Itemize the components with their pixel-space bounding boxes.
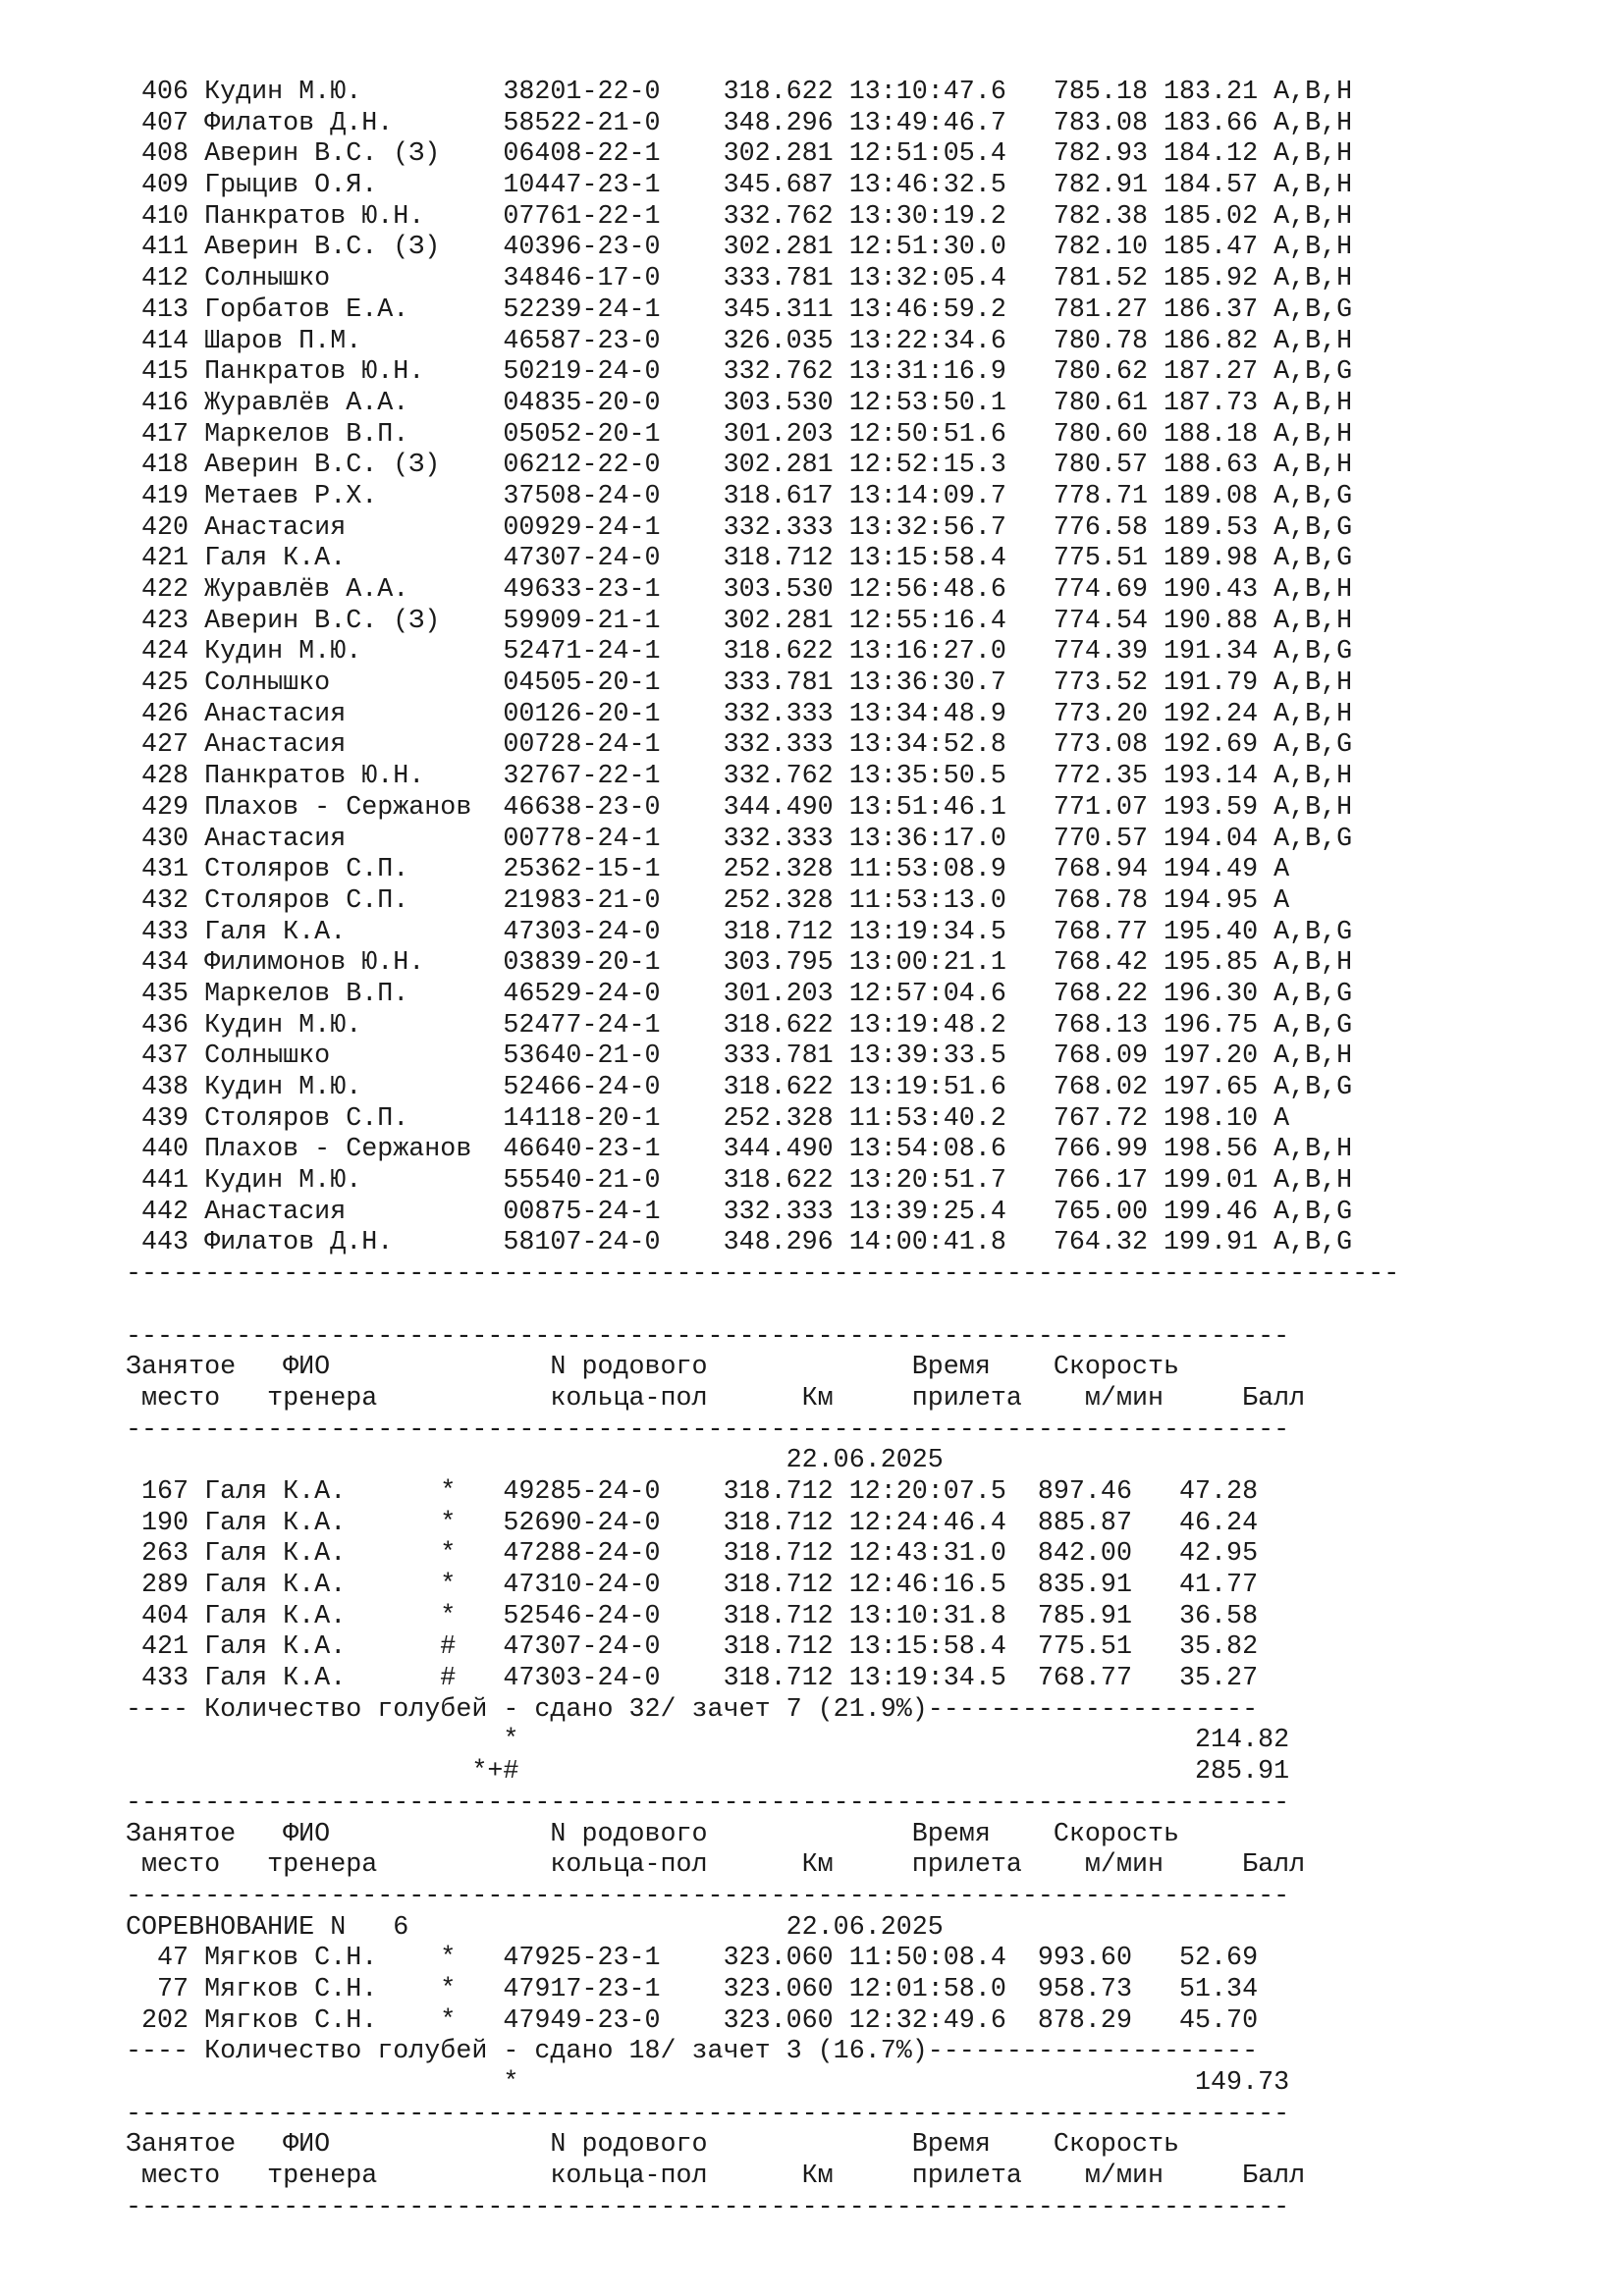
- section2-row: 77 Мягков С.Н. * 47917-23-1 323.060 12:01:58.0 958.73 51.34: [126, 1974, 1259, 2004]
- result-row: 414 Шаров П.М. 46587-23-0 326.035 13:22:34.6 780.78 186.82 A,B,H: [126, 326, 1353, 356]
- section1-row: 433 Галя К.А. # 47303-24-0 318.712 13:19:34.5 768.77 35.27: [126, 1664, 1259, 1694]
- result-row: 413 Горбатов Е.А. 52239-24-1 345.311 13:46:59.2 781.27 186.37 A,B,G: [126, 294, 1353, 325]
- result-row: 430 Анастасия 00778-24-1 332.333 13:36:17.0 770.57 194.04 A,B,G: [126, 824, 1353, 854]
- section1-total: * 214.82: [126, 1726, 1290, 1756]
- section2-header-line-2: место тренера кольца-пол Км прилета м/мин Балл: [126, 1850, 1306, 1881]
- result-row: 420 Анастасия 00929-24-1 332.333 13:32:56.7 776.58 189.53 A,B,G: [126, 512, 1353, 543]
- result-row: 427 Анастасия 00728-24-1 332.333 13:34:52.8 773.08 192.69 A,B,G: [126, 730, 1353, 761]
- section2-summary: ---- Количество голубей - сдано 18/ зачет 3 (16.7%)---------------------: [126, 2037, 1259, 2067]
- separator-line: --------------------------------------------------------------------------: [126, 1788, 1290, 1818]
- section1-row: 404 Галя К.А. * 52546-24-0 318.712 13:10:31.8 785.91 36.58: [126, 1601, 1259, 1631]
- section2-row: 47 Мягков С.Н. * 47925-23-1 323.060 11:50:08.4 993.60 52.69: [126, 1944, 1259, 1974]
- separator-line: --------------------------------------------------------------------------: [126, 2192, 1290, 2222]
- result-row: 437 Солнышко 53640-21-0 333.781 13:39:33.5 768.09 197.20 A,B,H: [126, 1041, 1353, 1072]
- section2-total: * 149.73: [126, 2068, 1290, 2098]
- separator-line: ---------------------------------------------------------------------------------: [126, 1259, 1400, 1290]
- result-row: 436 Кудин М.Ю. 52477-24-1 318.622 13:19:48.2 768.13 196.75 A,B,G: [126, 1010, 1353, 1041]
- section3-header-line-1: Занятое ФИО N родового Время Скорость: [126, 2130, 1180, 2161]
- section1-row: 263 Галя К.А. * 47288-24-0 318.712 12:43:31.0 842.00 42.95: [126, 1539, 1259, 1570]
- result-row: 429 Плахов - Сержанов 46638-23-0 344.490 13:51:46.1 771.07 193.59 A,B,H: [126, 792, 1353, 823]
- section1-row: 289 Галя К.А. * 47310-24-0 318.712 12:46:16.5 835.91 41.77: [126, 1571, 1259, 1600]
- result-row: 417 Маркелов В.П. 05052-20-1 301.203 12:50:51.6 780.60 188.18 A,B,H: [126, 419, 1353, 450]
- section1-row: 421 Галя К.А. # 47307-24-0 318.712 13:15:58.4 775.51 35.82: [126, 1632, 1259, 1663]
- result-row: 415 Панкратов Ю.Н. 50219-24-0 332.762 13:31:16.9 780.62 187.27 A,B,G: [126, 357, 1353, 388]
- result-row: 412 Солнышко 34846-17-0 333.781 13:32:05.4 781.52 185.92 A,B,H: [126, 264, 1353, 294]
- result-row: 421 Галя К.А. 47307-24-0 318.712 13:15:58.4 775.51 189.98 A,B,G: [126, 544, 1353, 574]
- result-row: 428 Панкратов Ю.Н. 32767-22-1 332.762 13:35:50.5 772.35 193.14 A,B,H: [126, 762, 1353, 792]
- section1-summary: ---- Количество голубей - сдано 32/ зачет 7 (21.9%)---------------------: [126, 1694, 1259, 1725]
- result-row: 442 Анастасия 00875-24-1 332.333 13:39:25.4 765.00 199.46 A,B,G: [126, 1197, 1353, 1227]
- section1-date: 22.06.2025: [126, 1446, 944, 1476]
- result-row: 418 Аверин В.С. (З) 06212-22-0 302.281 12:52:15.3 780.57 188.63 A,B,H: [126, 451, 1353, 481]
- result-row: 433 Галя К.А. 47303-24-0 318.712 13:19:34.5 768.77 195.40 A,B,G: [126, 917, 1353, 947]
- result-row: 439 Столяров С.П. 14118-20-1 252.328 11:53:40.2 767.72 198.10 A: [126, 1103, 1290, 1134]
- result-row: 423 Аверин В.С. (З) 59909-21-1 302.281 12:55:16.4 774.54 190.88 A,B,H: [126, 606, 1353, 636]
- result-row: 443 Филатов Д.Н. 58107-24-0 348.296 14:00:41.8 764.32 199.91 A,B,G: [126, 1228, 1353, 1258]
- section2-row: 202 Мягков С.Н. * 47949-23-0 323.060 12:32:49.6 878.29 45.70: [126, 2005, 1259, 2036]
- result-row: 434 Филимонов Ю.Н. 03839-20-1 303.795 13:00:21.1 768.42 195.85 A,B,H: [126, 948, 1353, 979]
- section1-header-line-1: Занятое ФИО N родового Время Скорость: [126, 1353, 1180, 1383]
- section1-total: *+# 285.91: [126, 1757, 1290, 1788]
- result-row: 410 Панкратов Ю.Н. 07761-22-1 332.762 13:30:19.2 782.38 185.02 A,B,H: [126, 201, 1353, 232]
- separator-line: --------------------------------------------------------------------------: [126, 1415, 1290, 1445]
- result-row: 419 Метаев Р.Х. 37508-24-0 318.617 13:14:09.7 778.71 189.08 A,B,G: [126, 481, 1353, 511]
- result-row: 431 Столяров С.П. 25362-15-1 252.328 11:53:08.9 768.94 194.49 A: [126, 855, 1290, 885]
- section2-competition: СОРЕВНОВАНИЕ N 6 22.06.2025: [126, 1912, 944, 1943]
- result-row: 441 Кудин М.Ю. 55540-21-0 318.622 13:20:51.7 766.17 199.01 A,B,H: [126, 1166, 1353, 1197]
- section1-header-line-2: место тренера кольца-пол Км прилета м/мин Балл: [126, 1383, 1306, 1414]
- result-row: 440 Плахов - Сержанов 46640-23-1 344.490 13:54:08.6 766.99 198.56 A,B,H: [126, 1135, 1353, 1165]
- blank-line: [126, 1291, 1399, 1322]
- result-row: 409 Грыцив О.Я. 10447-23-1 345.687 13:46:32.5 782.91 184.57 A,B,H: [126, 171, 1353, 201]
- result-row: 411 Аверин В.С. (З) 40396-23-0 302.281 12:51:30.0 782.10 185.47 A,B,H: [126, 233, 1353, 263]
- result-row: 424 Кудин М.Ю. 52471-24-1 318.622 13:16:27.0 774.39 191.34 A,B,G: [126, 637, 1353, 667]
- result-row: 422 Журавлёв А.А. 49633-23-1 303.530 12:56:48.6 774.69 190.43 A,B,H: [126, 575, 1353, 605]
- separator-line: --------------------------------------------------------------------------: [126, 2099, 1290, 2129]
- result-row: 408 Аверин В.С. (З) 06408-22-1 302.281 12:51:05.4 782.93 184.12 A,B,H: [126, 139, 1353, 170]
- section1-row: 167 Галя К.А. * 49285-24-0 318.712 12:20:07.5 897.46 47.28: [126, 1476, 1259, 1507]
- result-row: 407 Филатов Д.Н. 58522-21-0 348.296 13:49:46.7 783.08 183.66 A,B,H: [126, 108, 1353, 138]
- result-row: 426 Анастасия 00126-20-1 332.333 13:34:48.9 773.20 192.24 A,B,H: [126, 699, 1353, 729]
- result-row: 432 Столяров С.П. 21983-21-0 252.328 11:53:13.0 768.78 194.95 A: [126, 885, 1290, 916]
- result-row: 425 Солнышко 04505-20-1 333.781 13:36:30.7 773.52 191.79 A,B,H: [126, 668, 1353, 699]
- result-row: 416 Журавлёв А.А. 04835-20-0 303.530 12:53:50.1 780.61 187.73 A,B,H: [126, 388, 1353, 418]
- result-row: 406 Кудин М.Ю. 38201-22-0 318.622 13:10:47.6 785.18 183.21 A,B,H: [126, 78, 1353, 107]
- separator-line: --------------------------------------------------------------------------: [126, 1881, 1290, 1911]
- document-body: [126, 78, 1399, 2223]
- section1-row: 190 Галя К.А. * 52690-24-0 318.712 12:24:46.4 885.87 46.24: [126, 1508, 1259, 1538]
- separator-line: --------------------------------------------------------------------------: [126, 1321, 1290, 1352]
- section2-header-line-1: Занятое ФИО N родового Время Скорость: [126, 1819, 1180, 1849]
- result-row: 435 Маркелов В.П. 46529-24-0 301.203 12:57:04.6 768.22 196.30 A,B,G: [126, 979, 1353, 1009]
- section3-header-line-2: место тренера кольца-пол Км прилета м/мин Балл: [126, 2162, 1306, 2192]
- result-row: 438 Кудин М.Ю. 52466-24-0 318.622 13:19:51.6 768.02 197.65 A,B,G: [126, 1073, 1353, 1102]
